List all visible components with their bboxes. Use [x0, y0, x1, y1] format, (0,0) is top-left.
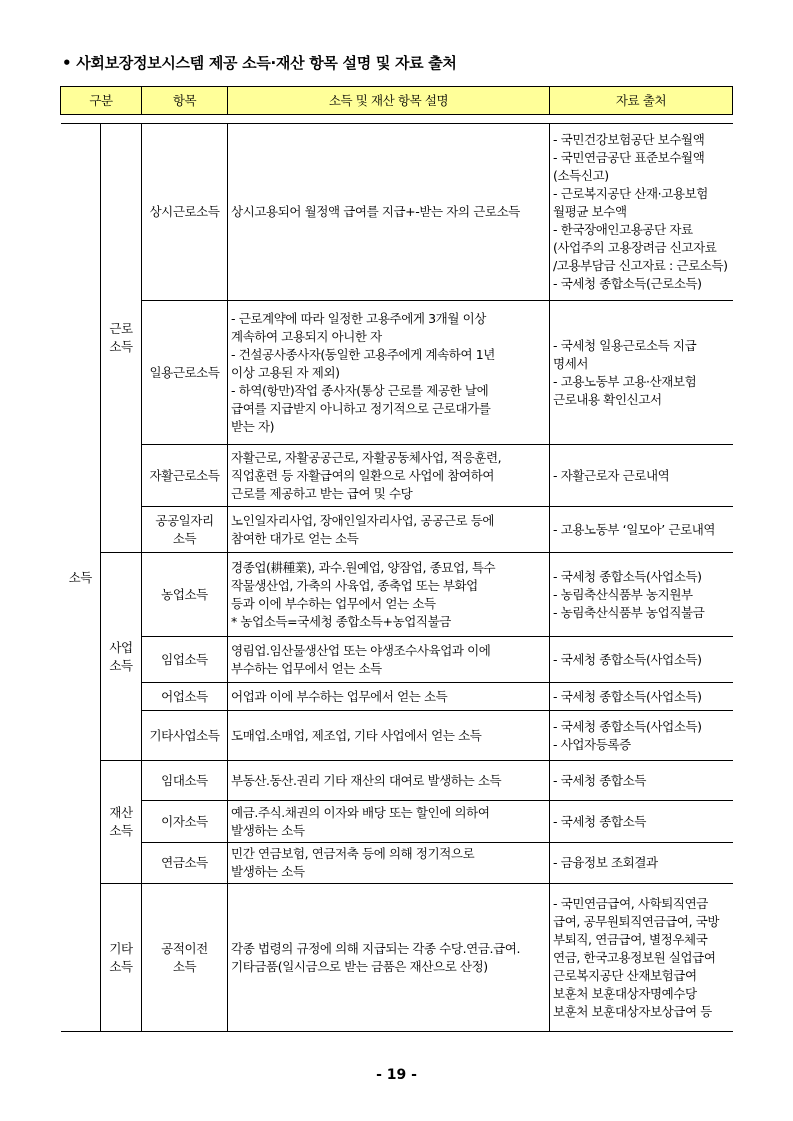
- row-source: [550, 301, 733, 445]
- row-source: [550, 801, 733, 843]
- row-item: [142, 843, 228, 884]
- source-line: 근로복지공단 산재보험급여: [553, 967, 697, 983]
- description-line: - 근로계약에 따라 일정한 고용주에게 3개월 이상: [231, 310, 486, 326]
- row-item: [142, 553, 228, 637]
- table-row: [61, 843, 733, 884]
- row-item: [142, 445, 228, 507]
- row-description: [228, 553, 550, 637]
- row-item: [142, 507, 228, 553]
- row-source: [550, 683, 733, 711]
- source-line: 명세서: [553, 355, 589, 371]
- row-item: [142, 761, 228, 801]
- item-label: 소득: [172, 958, 197, 974]
- description-line: 기타금품(일시금으로 받는 금품은 재산으로 산정): [231, 958, 488, 974]
- description-line: 이상 고용된 자 제외): [231, 364, 340, 380]
- source-line: /고용부담금 신고자료 : 근로소득): [553, 258, 728, 273]
- item-label: 공공일자리: [155, 512, 214, 528]
- group-work: [101, 124, 142, 553]
- row-description: [228, 711, 550, 761]
- header-description: 소득 및 재산 항목 설명: [228, 87, 550, 115]
- group-property: [101, 761, 142, 884]
- row-source: [550, 124, 733, 301]
- item-label: 공적이전: [161, 940, 208, 956]
- item-label: 연금소득: [161, 855, 208, 870]
- item-label: 일용근로소득: [149, 364, 220, 380]
- description-line: 참여한 대가로 얻는 소득: [231, 530, 359, 546]
- row-item: [142, 801, 228, 843]
- source-line: - 국세청 일용근로소득 지급: [553, 337, 697, 353]
- description-line: 근로를 제공하고 받는 급여 및 수당: [231, 485, 413, 501]
- row-description: [228, 761, 550, 801]
- row-description: [228, 124, 550, 301]
- item-label: 농업소득: [161, 586, 208, 602]
- description-line: 영림업.임산물생산업 또는 야생조수사육업과 이에: [231, 642, 491, 658]
- source-line: - 고용노동부 고용·산재보험: [553, 373, 697, 389]
- description-line: 부동산.동산.권리 기타 재산의 대여로 발생하는 소득: [231, 772, 502, 788]
- row-description: [228, 637, 550, 683]
- source-line: 급여, 공무원퇴직연금급여, 국방: [553, 913, 720, 929]
- description-line: 경종업(耕種業), 과수.원예업, 양잠업, 종묘업, 특수: [231, 559, 496, 575]
- table-row: [61, 683, 733, 711]
- source-line: - 국민연금급여, 사학퇴직연금: [553, 895, 708, 911]
- source-line: - 국세청 종합소득(사업소득): [553, 718, 702, 734]
- description-line: 급여를 지급받지 아니하고 정기적으로 근로대가를: [231, 400, 491, 416]
- description-line: 발생하는 소득: [231, 864, 305, 879]
- source-line: 보훈처 보훈대상자보상급여 등: [553, 1003, 712, 1019]
- source-line: 보훈처 보훈대상자명예수당: [553, 985, 697, 1001]
- header-source: 자료 출처: [550, 87, 733, 115]
- source-line: - 농림축산식품부 농업직불금: [553, 604, 705, 620]
- row-source: [550, 637, 733, 683]
- description-line: 계속하여 고용되지 아니한 자: [231, 328, 382, 344]
- description-line: 직업훈련 등 자활급여의 일환으로 사업에 참여하여: [231, 467, 495, 483]
- description-line: - 하역(항만)작업 종사자(통상 근로를 제공한 날에: [231, 382, 489, 398]
- group-label: 소득: [109, 339, 133, 354]
- group-business: [101, 553, 142, 761]
- source-line: - 사업자등록증: [553, 736, 631, 752]
- table-row: [61, 801, 733, 843]
- description-line: 작물생산업, 가축의 사육업, 종축업 또는 부화업: [231, 577, 478, 593]
- row-source: [550, 445, 733, 507]
- source-line: (소득신고): [553, 168, 609, 183]
- table-row: [61, 553, 733, 637]
- description-line: 받는 자): [231, 418, 275, 434]
- row-source: [550, 761, 733, 801]
- description-line: 예금.주식.채권의 이자와 배당 또는 할인에 의하여: [231, 804, 490, 820]
- source-line: - 국민건강보험공단 보수월액: [553, 132, 705, 147]
- row-description: [228, 884, 550, 1032]
- description-line: 노인일자리사업, 장애인일자리사업, 공공근로 등에: [231, 512, 495, 528]
- page-number: - 19 -: [376, 1067, 417, 1083]
- description-line: 부수하는 업무에서 얻는 소득: [231, 660, 382, 676]
- row-item: [142, 683, 228, 711]
- row-item: [142, 637, 228, 683]
- description-line: 민간 연금보험, 연금저축 등에 의해 정기적으로: [231, 846, 475, 861]
- group-label: 소득: [109, 823, 133, 838]
- source-line: - 국세청 종합소득(근로소득): [553, 276, 702, 291]
- table-row: [61, 445, 733, 507]
- source-line: - 국세청 종합소득: [553, 772, 646, 788]
- row-item: [142, 301, 228, 445]
- source-line: 근로내용 확인신고서: [553, 391, 662, 407]
- description-line: 상시고용되어 월정액 급여를 지급+-받는 자의 근로소득: [231, 204, 520, 219]
- row-item: [142, 711, 228, 761]
- description-line: 어업과 이에 부수하는 업무에서 얻는 소득: [231, 688, 448, 704]
- description-line: 발생하는 소득: [231, 822, 305, 838]
- source-line: - 고용노동부 ‘일모아’ 근로내역: [553, 521, 716, 537]
- item-label: 임업소득: [161, 651, 208, 667]
- row-item: [142, 124, 228, 301]
- source-line: - 국민연금공단 표준보수월액: [553, 150, 705, 165]
- page-title: • 사회보장정보시스템 제공 소득·재산 항목 설명 및 자료 출처: [62, 54, 457, 72]
- group-label: 기타: [109, 940, 133, 956]
- item-label: 소득: [172, 530, 197, 546]
- row-source: [550, 843, 733, 884]
- row-source: [550, 711, 733, 761]
- income-property-table: [60, 86, 733, 1032]
- item-label: 기타사업소득: [149, 727, 220, 743]
- item-label: 자활근로소득: [149, 467, 220, 483]
- source-line: - 자활근로자 근로내역: [553, 467, 670, 483]
- category-main: 소득: [61, 124, 101, 1032]
- source-line: 월평균 보수액: [553, 204, 627, 219]
- source-line: 부퇴직, 연금급여, 별정우체국: [553, 931, 708, 947]
- row-source: [550, 507, 733, 553]
- source-line: - 국세청 종합소득(사업소득): [553, 688, 702, 704]
- item-label: 상시근로소득: [149, 204, 220, 219]
- source-line: - 국세청 종합소득(사업소득): [553, 568, 702, 584]
- group-label: 재산: [109, 805, 133, 820]
- group-other: [101, 884, 142, 1032]
- description-line: 등과 이에 부수하는 업무에서 얻는 소득: [231, 595, 436, 611]
- row-description: [228, 801, 550, 843]
- row-description: [228, 683, 550, 711]
- source-line: - 국세청 종합소득: [553, 813, 646, 829]
- description-line: 자활근로, 자활공공근로, 자활공동체사업, 적응훈련,: [231, 449, 502, 465]
- header-category: 구분: [61, 87, 142, 115]
- source-line: - 국세청 종합소득(사업소득): [553, 651, 702, 667]
- row-description: [228, 445, 550, 507]
- source-line: - 금융정보 조회결과: [553, 855, 658, 870]
- row-source: [550, 884, 733, 1032]
- row-item: [142, 884, 228, 1032]
- table-row: [61, 761, 733, 801]
- group-label: 근로: [109, 321, 133, 336]
- table-row: [61, 711, 733, 761]
- row-source: [550, 553, 733, 637]
- source-line: - 한국장애인고용공단 자료: [553, 222, 693, 237]
- description-line: 각종 법령의 규정에 의해 지급되는 각종 수당.연금.급여.: [231, 940, 521, 956]
- source-line: - 농림축산식품부 농지원부: [553, 586, 693, 602]
- item-label: 임대소득: [161, 772, 208, 788]
- table-row: [61, 637, 733, 683]
- table-row: [61, 301, 733, 445]
- source-line: 연금, 한국고용정보원 실업급여: [553, 949, 716, 965]
- row-description: [228, 843, 550, 884]
- group-label: 소득: [109, 657, 133, 673]
- table-header-row: [61, 87, 733, 115]
- table-row: [61, 507, 733, 553]
- description-line: - 건설공사종사자(동일한 고용주에게 계속하여 1년: [231, 346, 495, 362]
- row-description: [228, 301, 550, 445]
- group-label: 사업: [109, 639, 133, 655]
- table-row: [61, 884, 733, 1032]
- source-line: (사업주의 고용장려금 신고자료: [553, 240, 717, 255]
- description-line: * 농업소득=국세청 종합소득+농업직불금: [231, 613, 451, 629]
- item-label: 이자소득: [161, 813, 208, 829]
- description-line: 도매업.소매업, 제조업, 기타 사업에서 얻는 소득: [231, 727, 482, 743]
- header-item: 항목: [142, 87, 228, 115]
- source-line: - 근로복지공단 산재·고용보험: [553, 186, 708, 201]
- row-description: [228, 507, 550, 553]
- item-label: 어업소득: [161, 688, 208, 704]
- group-label: 소득: [109, 958, 133, 974]
- table-row: [61, 124, 733, 301]
